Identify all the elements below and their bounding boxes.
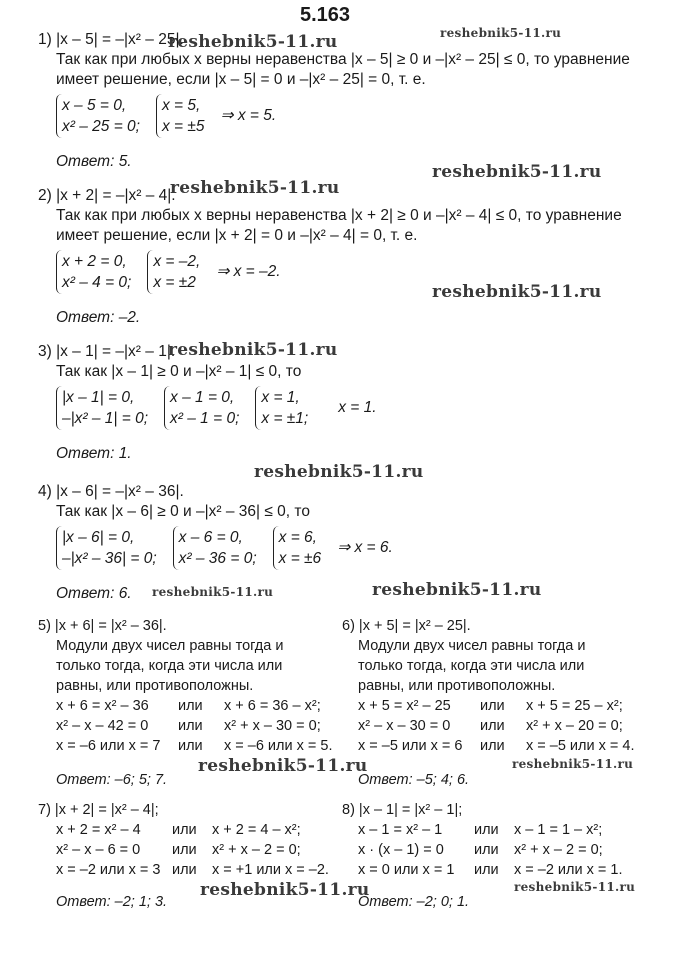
problem-3-text-1: Так как |x – 1| ≥ 0 и –|x² – 1| ≤ 0, то (56, 363, 302, 380)
problem-5-row-1: x + 6 = x² – 36 или x + 6 = 36 – x²; (56, 698, 321, 714)
problem-6-row-3: x = –5 или x = 6 или x = –5 или x = 4. (358, 738, 635, 754)
problem-7-row-2: x² – x – 6 = 0 или x² + x – 2 = 0; (56, 842, 301, 858)
problem-5-text-2: только тогда, когда эти числа или (56, 658, 283, 674)
problem-6-answer: Ответ: –5; 4; 6. (358, 772, 470, 788)
problem-3-systems (56, 386, 377, 430)
problem-5-statement: 5) |x + 6| = |x² – 36|. (38, 618, 167, 634)
problem-5-text-1: Модули двух чисел равны тогда и (56, 638, 284, 654)
problem-2-answer: Ответ: –2. (56, 309, 141, 326)
watermark: reshebnik5-11.ru (512, 757, 634, 771)
problem-6-text-1: Модули двух чисел равны тогда и (358, 638, 586, 654)
problem-1-systems (56, 94, 630, 138)
problem-3 (38, 342, 377, 464)
problem-3-result: x = 1. (338, 399, 377, 416)
problem-6-row-1: x + 5 = x² – 25 или x + 5 = 25 – x²; (358, 698, 623, 714)
problem-8-statement: 8) |x – 1| = |x² – 1|; (342, 802, 463, 818)
problem-3-system-1: |x – 1| = 0, –|x² – 1| = 0; (56, 386, 148, 430)
problem-2-statement: 2) |x + 2| = –|x² – 4|. (38, 187, 176, 204)
problem-3-statement: 3) |x – 1| = –|x² – 1|. (38, 343, 176, 360)
watermark: reshebnik5-11.ru (372, 580, 542, 600)
problem-4-answer: Ответ: 6. (56, 585, 132, 602)
problem-4-system-2: x – 6 = 0, x² – 36 = 0; (173, 526, 257, 570)
problem-8 (342, 800, 623, 912)
problem-4-systems (56, 526, 393, 570)
problem-8-row-2: x · (x – 1) = 0 или x² + x – 2 = 0; (358, 842, 603, 858)
problem-8-row-3: x = 0 или x = 1 или x = –2 или x = 1. (358, 862, 623, 878)
problem-3-system-2: x – 1 = 0, x² – 1 = 0; (164, 386, 239, 430)
watermark: reshebnik5-11.ru (432, 282, 602, 302)
watermark: reshebnik5-11.ru (170, 178, 340, 198)
problem-1-system-2: x = 5, x = ±5 (156, 94, 205, 138)
problem-6-statement: 6) |x + 5| = |x² – 25|. (342, 618, 471, 634)
problem-1-result: ⇒ x = 5. (220, 107, 277, 124)
problem-7-answer: Ответ: –2; 1; 3. (56, 894, 168, 910)
problem-1-statement: 1) |x – 5| = –|x² – 25|. (38, 31, 184, 48)
watermark: reshebnik5-11.ru (200, 880, 370, 900)
problem-7-row-1: x + 2 = x² – 4 или x + 2 = 4 – x²; (56, 822, 301, 838)
problem-8-answer: Ответ: –2; 0; 1. (358, 894, 470, 910)
problem-6-row-2: x² – x – 30 = 0 или x² + x – 20 = 0; (358, 718, 623, 734)
problem-5-row-2: x² – x – 42 = 0 или x² + x – 30 = 0; (56, 718, 321, 734)
problem-2-text-1: Так как при любых x верны неравенства |x + 2| ≥ 0 и –|x² – 4| ≤ 0, то уравнение (56, 207, 622, 224)
problem-2-text-2: имеет решение, если |x + 2| = 0 и –|x² – 4| = 0, т. е. (56, 227, 418, 244)
watermark: reshebnik5-11.ru (440, 26, 562, 40)
problem-4-result: ⇒ x = 6. (337, 539, 393, 556)
problem-4-system-1: |x – 6| = 0, –|x² – 36| = 0; (56, 526, 157, 570)
problem-7-statement: 7) |x + 2| = |x² – 4|; (38, 802, 159, 818)
watermark: reshebnik5-11.ru (254, 462, 424, 482)
problem-4-system-3: x = 6, x = ±6 (273, 526, 322, 570)
watermark: reshebnik5-11.ru (432, 162, 602, 182)
page-title: 5.163 (300, 4, 351, 26)
watermark: reshebnik5-11.ru (152, 585, 274, 599)
watermark: reshebnik5-11.ru (514, 880, 636, 894)
problem-5-text-3: равны, или противоположны. (56, 678, 254, 694)
problem-1-system-1: x – 5 = 0, x² – 25 = 0; (56, 94, 140, 138)
problem-1-text-1: Так как при любых x верны неравенства |x – 5| ≥ 0 и –|x² – 25| ≤ 0, то уравнение (56, 51, 630, 68)
problem-2-system-2: x = –2, x = ±2 (147, 250, 200, 294)
problem-8-row-1: x – 1 = x² – 1 или x – 1 = 1 – x²; (358, 822, 603, 838)
problem-5-row-3: x = –6 или x = 7 или x = –6 или x = 5. (56, 738, 333, 754)
problem-1-answer: Ответ: 5. (56, 153, 132, 170)
problem-4-text-1: Так как |x – 6| ≥ 0 и –|x² – 36| ≤ 0, то (56, 503, 310, 520)
problem-3-system-3: x = 1, x = ±1; (255, 386, 308, 430)
problem-3-answer: Ответ: 1. (56, 445, 132, 462)
problem-2-result: ⇒ x = –2. (216, 263, 281, 280)
problem-1-text-2: имеет решение, если |x – 5| = 0 и –|x² – 25| = 0, т. е. (56, 71, 426, 88)
watermark: reshebnik5-11.ru (168, 340, 338, 360)
problem-5-answer: Ответ: –6; 5; 7. (56, 772, 168, 788)
problem-2 (38, 186, 622, 328)
problem-4-statement: 4) |x – 6| = –|x² – 36|. (38, 483, 184, 500)
problem-6-text-2: только тогда, когда эти числа или (358, 658, 585, 674)
watermark: reshebnik5-11.ru (198, 756, 368, 776)
problem-7-row-3: x = –2 или x = 3 или x = +1 или x = –2. (56, 862, 329, 878)
watermark: reshebnik5-11.ru (168, 32, 338, 52)
problem-6-text-3: равны, или противоположны. (358, 678, 556, 694)
problem-2-system-1: x + 2 = 0, x² – 4 = 0; (56, 250, 131, 294)
